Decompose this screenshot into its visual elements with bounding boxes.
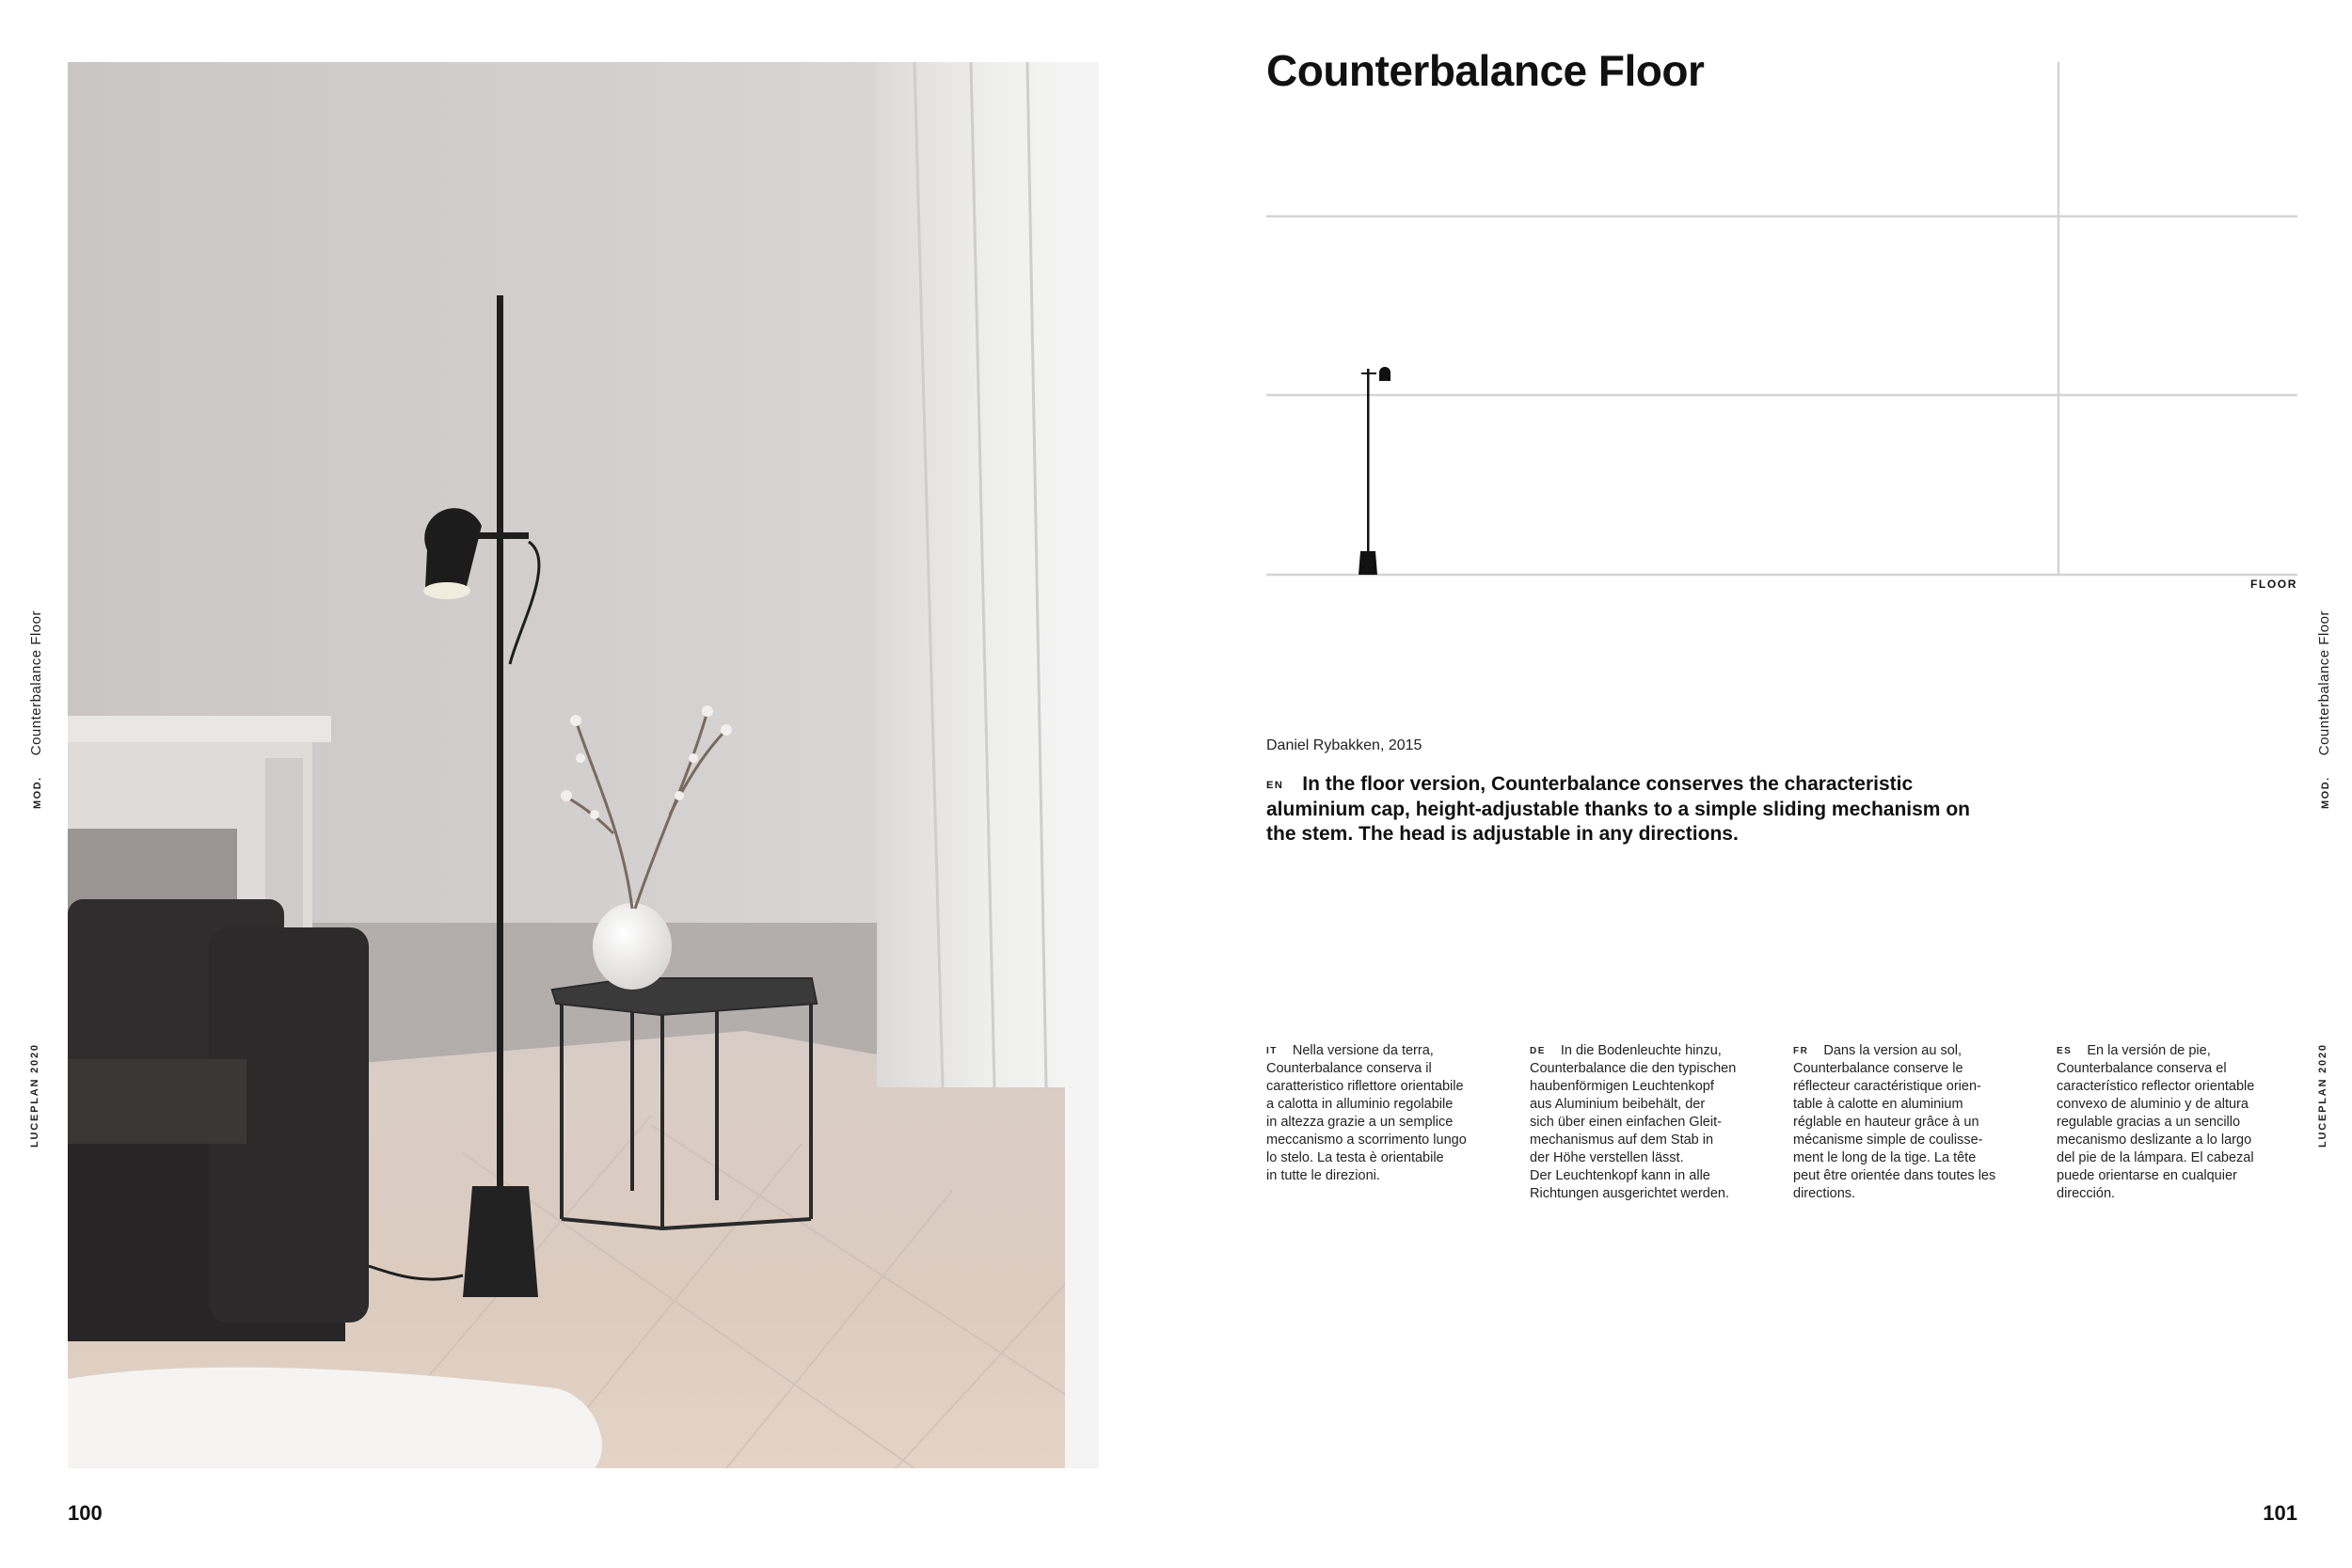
dimension-drawing	[1266, 62, 2297, 589]
lamp-silhouette-icon	[1359, 367, 1391, 575]
designer-credit: Daniel Rybakken, 2015	[1266, 737, 1422, 753]
left-side-label-mod: MOD.	[32, 776, 43, 809]
product-photo	[68, 62, 1099, 1468]
description-de-text: In die Bodenleuchte hinzu, Counterbalance die den typischen haubenförmigen Leuchtenkopf aus Aluminium beibehält, der sich über einen einfachen Gleit- mechanismus auf dem Stab in der Höhe verstellen lässt. Der Leuchtenkopf kann in alle Richtungen ausgerichtet werden.	[1530, 1043, 1737, 1201]
lang-code-de: DE	[1530, 1046, 1546, 1056]
page-title: Counterbalance Floor	[1266, 46, 1705, 95]
description-fr-text: Dans la version au sol, Counterbalance conserve le réflecteur caractéristique orien- table à calotte en aluminium réglable en hauteur grâce à un mécanisme simple de coulisse- ment le long de la tige. La tête peut être orientée dans toutes les directions.	[1793, 1043, 1996, 1201]
left-page-number: 100	[68, 1501, 103, 1525]
right-side-label-product: MOD.Counterbalance Floor	[2316, 610, 2332, 809]
description-en-text: In the floor version, Counterbalance conserves the characteristic aluminium cap, height-adjustable thanks to a simple sliding mechanism on the stem. The head is adjustable in any directions.	[1266, 773, 1970, 845]
right-side-label-brand: LUCEPLAN 2020	[2317, 1043, 2328, 1148]
description-es	[2057, 1042, 2303, 1203]
lang-code-en: EN	[1266, 780, 1284, 791]
description-de	[1530, 1042, 1776, 1203]
description-it-text: Nella versione da terra, Counterbalance conserva il caratteristico riflettore orientabile a calotta in alluminio regolabile in altezza grazie a un semplice meccanismo a scorrimento lungo lo stelo. La testa è orientabile in tutte le direzioni.	[1266, 1043, 1467, 1183]
right-page-number: 101	[2263, 1501, 2297, 1525]
lang-code-es: ES	[2057, 1046, 2073, 1056]
right-side-label-mod: MOD.	[2320, 776, 2331, 809]
left-side-label-brand: LUCEPLAN 2020	[29, 1043, 40, 1148]
left-side-label-product: MOD.Counterbalance Floor	[28, 610, 44, 809]
drawing-label-floor: FLOOR	[2250, 578, 2297, 591]
description-it	[1266, 1042, 1513, 1185]
description-fr	[1793, 1042, 2040, 1203]
lang-code-fr: FR	[1793, 1046, 1809, 1056]
lang-code-it: IT	[1266, 1046, 1278, 1056]
description-en	[1266, 772, 2000, 847]
description-es-text: En la versión de pie, Counterbalance conserva el característico reflector orientable convexo de aluminio y de altura regulable gracias a un sencillo mecanismo deslizante a lo largo del pie de la lámpara. El cabezal puede orientarse en cualquier dirección.	[2057, 1043, 2255, 1201]
